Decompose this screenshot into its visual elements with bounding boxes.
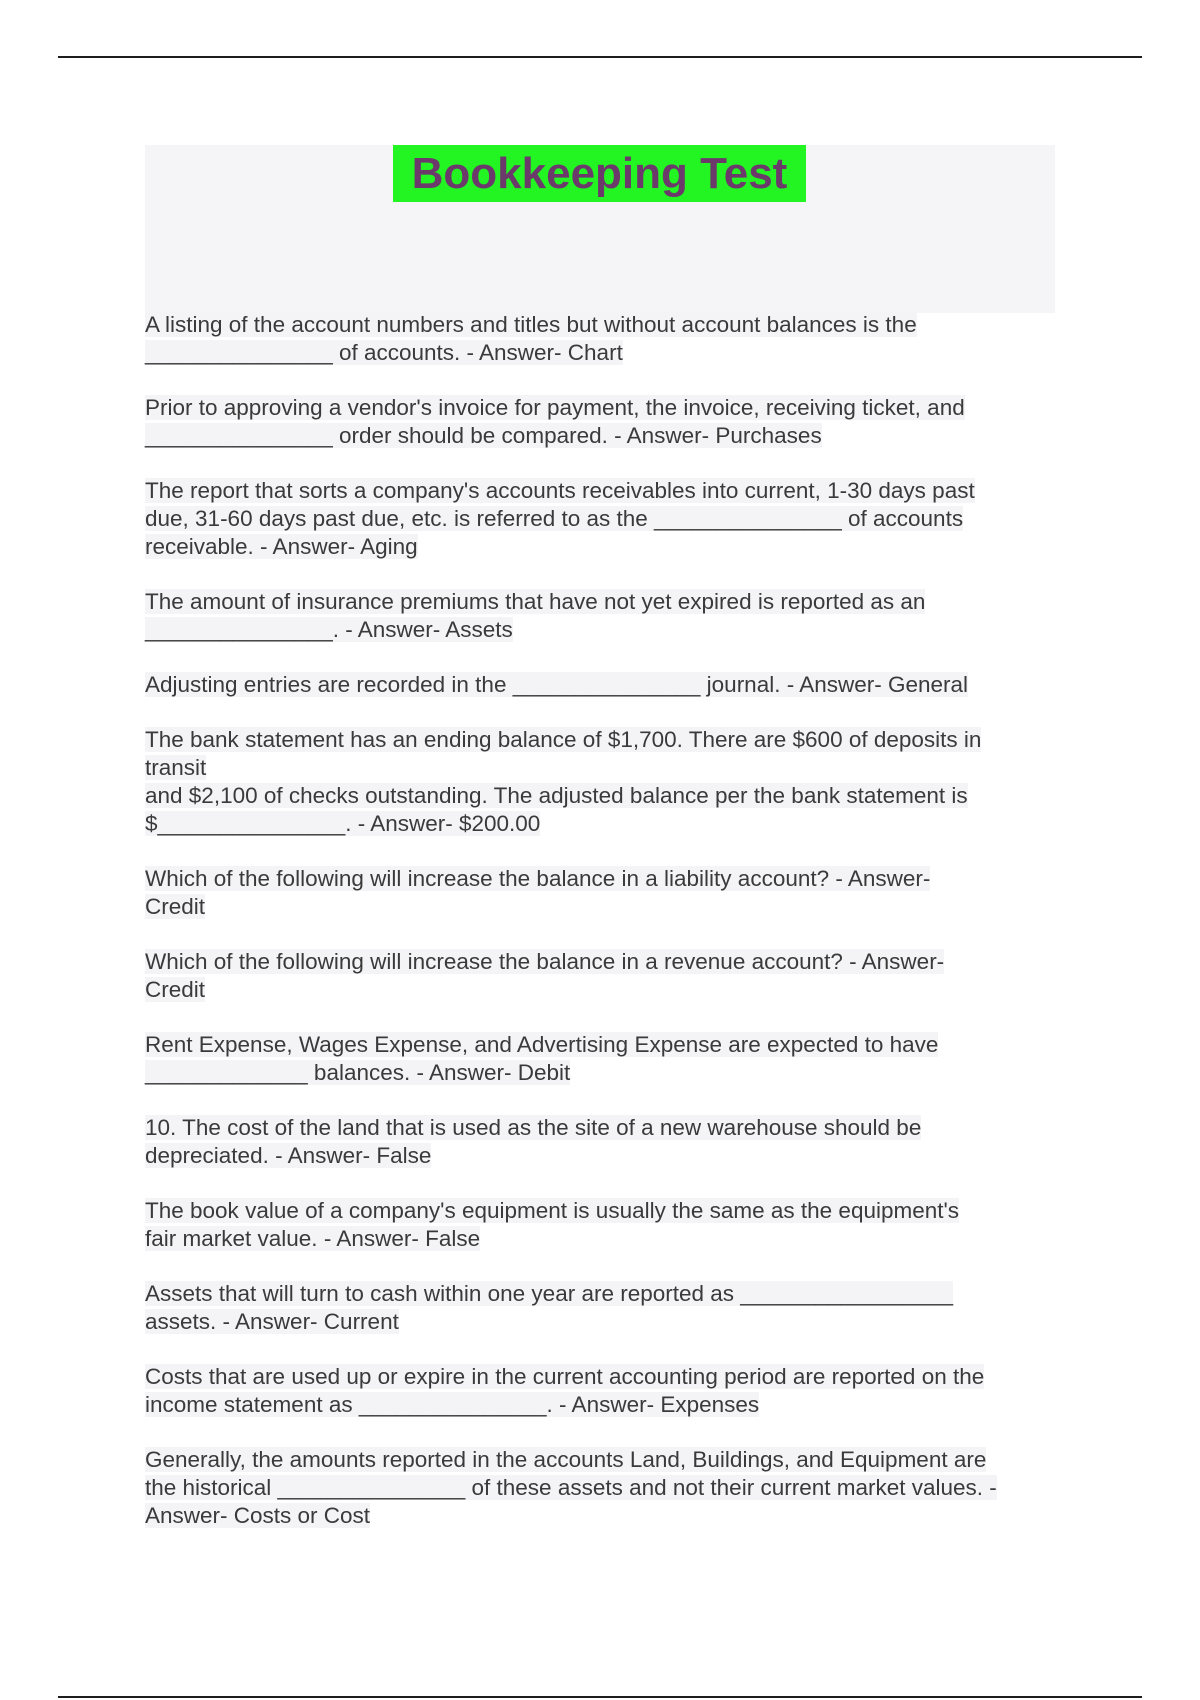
question-item xyxy=(145,588,1065,644)
question-item xyxy=(145,671,1065,699)
question-text: Rent Expense, Wages Expense, and Advertising Expense are expected to have _____________ balances. - Answer- Debit xyxy=(145,1032,939,1085)
document-title: Bookkeeping Test xyxy=(393,145,806,202)
question-item xyxy=(145,1446,1065,1530)
question-item xyxy=(145,477,1065,561)
question-text: Costs that are used up or expire in the current accounting period are reported on the income statement as _______________. - Answer- Expenses xyxy=(145,1364,985,1417)
question-item xyxy=(145,311,1065,367)
question-text: Prior to approving a vendor's invoice for payment, the invoice, receiving ticket, and _______________ order should be compared. - Answer- Purchases xyxy=(145,395,965,448)
question-item xyxy=(145,1031,1065,1087)
question-item xyxy=(145,394,1065,450)
header-rule xyxy=(58,56,1142,58)
question-text: The report that sorts a company's accounts receivables into current, 1-30 days past due, 31-60 days past due, etc. is referred to as the _______________ of accounts receivable. - Answer- Aging xyxy=(145,478,975,559)
question-list xyxy=(145,311,1065,1557)
question-item xyxy=(145,1197,1065,1253)
question-text: The book value of a company's equipment is usually the same as the equipment's fair market value. - Answer- False xyxy=(145,1198,960,1251)
question-text: Generally, the amounts reported in the accounts Land, Buildings, and Equipment are the historical _______________ of these assets and not their current market values. - Answer- Costs or Cost xyxy=(145,1447,997,1528)
question-text: The amount of insurance premiums that have not yet expired is reported as an _______________. - Answer- Assets xyxy=(145,589,926,642)
question-text: Which of the following will increase the balance in a revenue account? - Answer- Credit xyxy=(145,949,945,1002)
question-item xyxy=(145,726,1065,838)
question-item xyxy=(145,1363,1065,1419)
question-text: 10. The cost of the land that is used as the site of a new warehouse should be depreciated. - Answer- False xyxy=(145,1115,922,1168)
question-item xyxy=(145,1114,1065,1170)
question-text: Adjusting entries are recorded in the _______________ journal. - Answer- General xyxy=(145,672,969,697)
footer-rule xyxy=(58,1696,1142,1698)
question-text: A listing of the account numbers and titles but without account balances is the _______________ of accounts. - Answer- Chart xyxy=(145,312,917,365)
question-item xyxy=(145,1280,1065,1336)
question-item xyxy=(145,865,1065,921)
question-text: Assets that will turn to cash within one year are reported as _________________ assets. - Answer- Current xyxy=(145,1281,954,1334)
question-text: Which of the following will increase the balance in a liability account? - Answer- Credit xyxy=(145,866,931,919)
question-text: The bank statement has an ending balance of $1,700. There are $600 of deposits in transit and $2,100 of checks outstanding. The adjusted balance per the bank statement is $_______________. - Answer- $200.00 xyxy=(145,727,982,836)
question-item xyxy=(145,948,1065,1004)
